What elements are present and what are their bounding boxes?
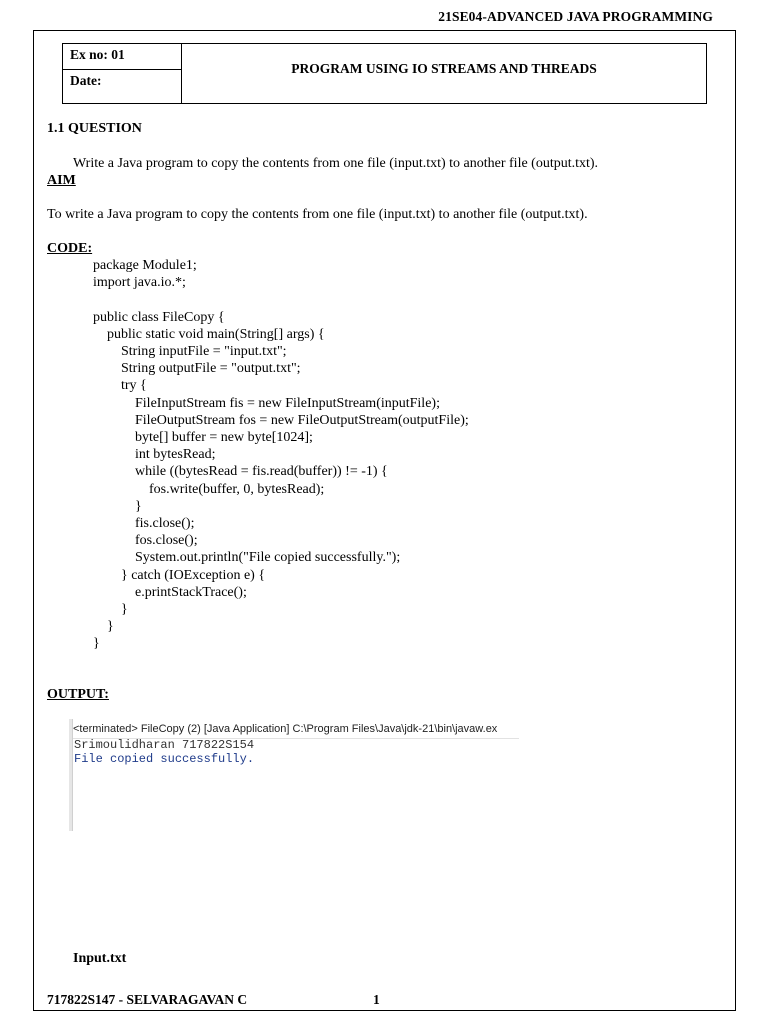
question-text: Write a Java program to copy the contents from one file (input.txt) to another file (output.txt). [73,156,599,171]
question-heading: 1.1 QUESTION [47,121,142,136]
page-number: 1 [373,992,380,1007]
date-label: Date: [70,73,102,88]
console-line: Srimoulidharan 717822S154 [74,738,255,752]
console-output-screenshot [69,719,519,831]
code-heading: CODE: [47,241,93,256]
aim-heading: AIM [47,173,76,188]
footer-author: 717822S147 - SELVARAGAVAN C [47,992,248,1007]
exercise-title: PROGRAM USING IO STREAMS AND THREADS [291,61,597,76]
course-header: 21SE04-ADVANCED JAVA PROGRAMMING [438,9,713,24]
title-table-left-cell [63,44,182,103]
output-heading: OUTPUT: [47,687,109,702]
title-table [62,43,707,104]
console-line: File copied successfully. [74,752,255,766]
exercise-number: Ex no: 01 [70,47,125,62]
code-block: package Module1; import java.io.*; public class FileCopy { public static void main(String[] args) { String inputFile = "input.txt"; String outputFile = "output.txt"; try { FileInputStream fis = new FileInputStream(inputFile); FileOutputStream fos = new FileOutputStream(outputFile); byte[] buffer = new byte[1024]; int bytesRead; while ((bytesRead = fis.read(buffer)) != -1) { fos.write(buffer, 0, bytesRead); } fis.close(); fos.close(); System.out.println("File copied successfully."); } catch (IOException e) { e.printStackTrace(); } } } [93,258,469,652]
console-title-bar: <terminated> FileCopy (2) [Java Application] C:\Program Files\Java\jdk-21\bin\javaw.ex [73,721,519,739]
aim-text: To write a Java program to copy the contents from one file (input.txt) to another file (output.txt). [47,207,588,222]
input-file-label: Input.txt [73,951,127,966]
